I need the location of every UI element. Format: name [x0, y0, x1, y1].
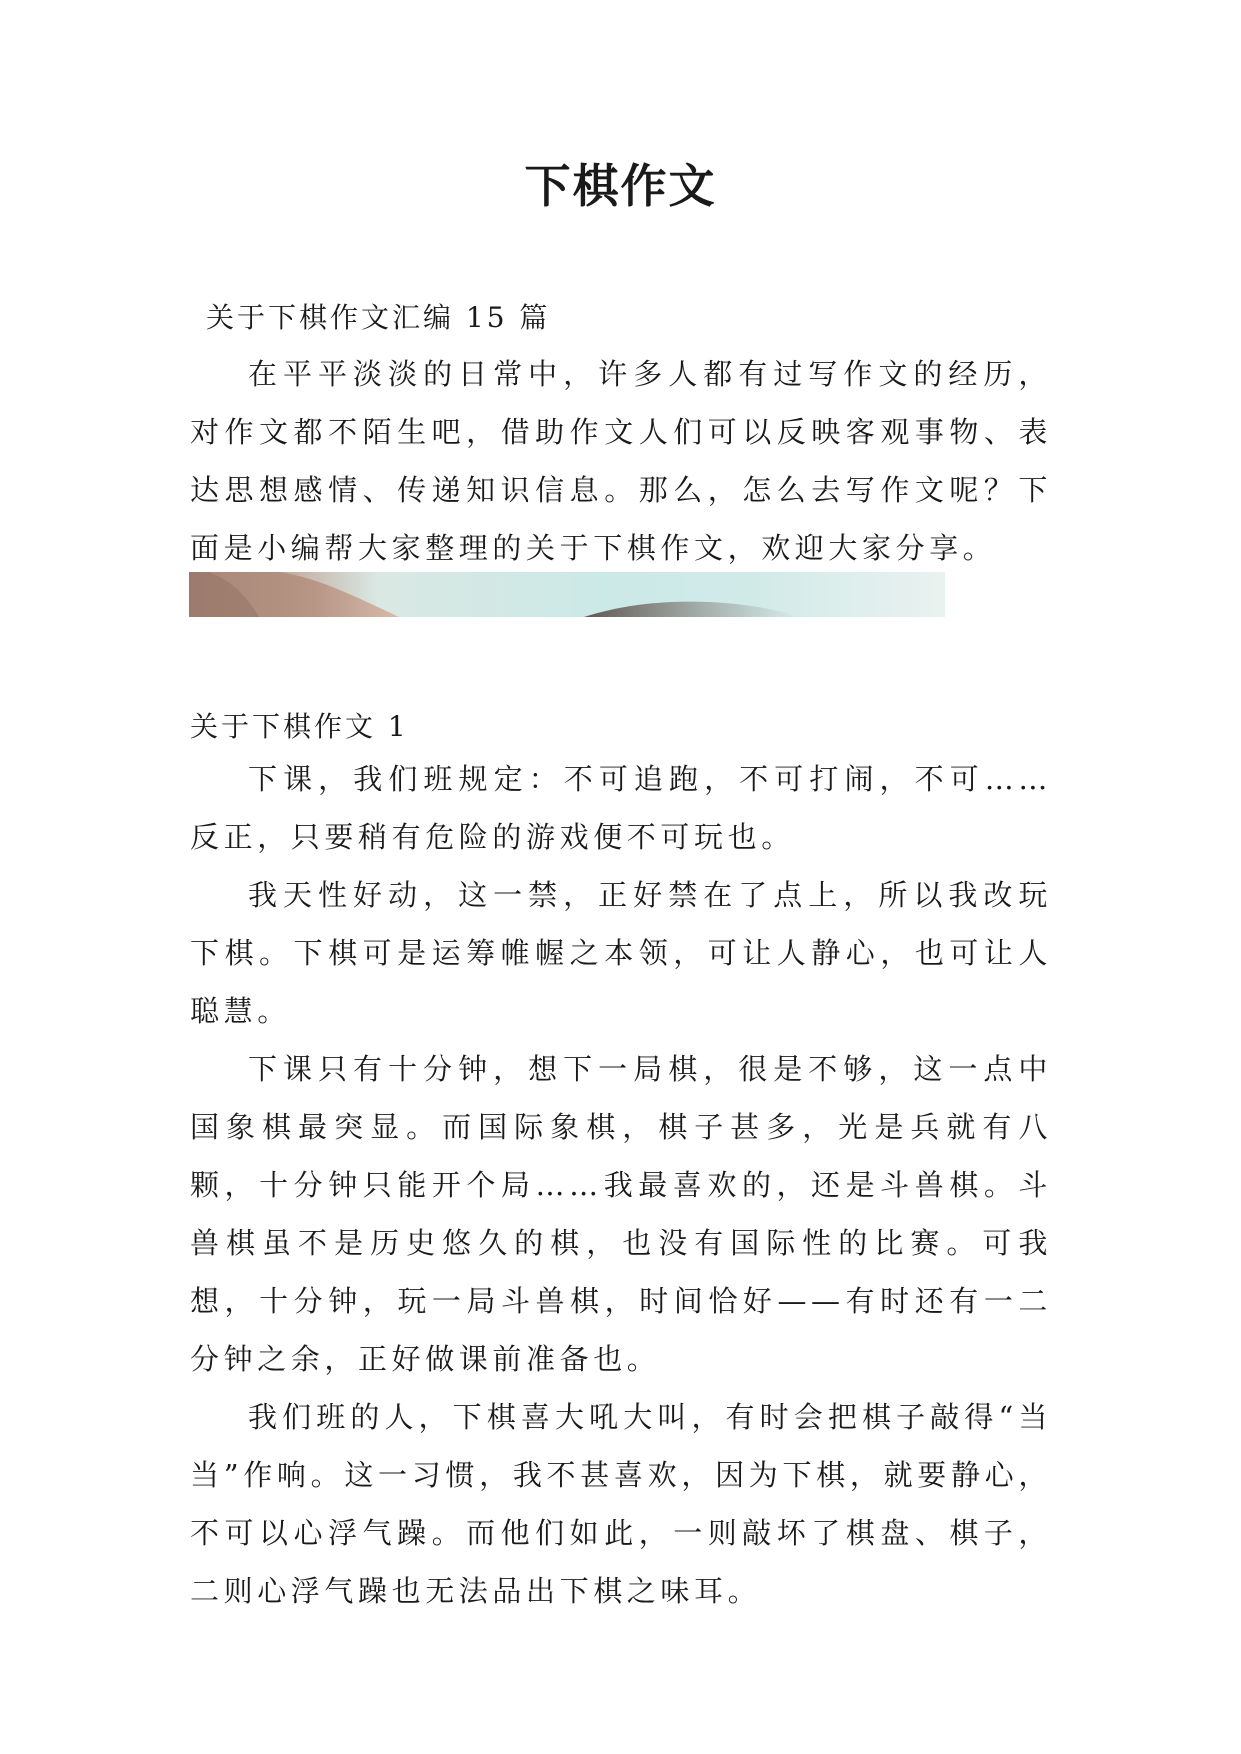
intro-block [190, 345, 1052, 577]
intro-paragraph: 在平平淡淡的日常中，许多人都有过写作文的经历，对作文都不陌生吧，借助作文人们可以反映客观事物、表达思想感情、传递知识信息。那么，怎么去写作文呢？下面是小编帮大家整理的关于下棋作文，欢迎大家分享。 [190, 357, 1052, 565]
section-heading: 关于下棋作文 1 [190, 710, 409, 743]
body-paragraph: 我们班的人，下棋喜大吼大叫，有时会把棋子敲得“当当”作响。这一习惯，我不甚喜欢，因为下棋，就要静心，不可以心浮气躁。而他们如此，一则敲坏了棋盘、棋子，二则心浮气躁也无法品出下棋之味耳。 [190, 1400, 1052, 1608]
document-title: 下棋作文 [524, 159, 717, 213]
body-paragraph: 我天性好动，这一禁，正好禁在了点上，所以我改玩下棋。下棋可是运筹帷幄之本领，可让人静心，也可让人聪慧。 [190, 878, 1052, 1028]
decorative-image-art [189, 572, 945, 617]
essay-body [190, 750, 1052, 1620]
decorative-image-strip [189, 572, 945, 617]
document-subtitle: 关于下棋作文汇编 15 篇 [206, 301, 551, 334]
body-paragraph: 下课只有十分钟，想下一局棋，很是不够，这一点中国象棋最突显。而国际象棋，棋子甚多，光是兵就有八颗，十分钟只能开个局……我最喜欢的，还是斗兽棋。斗兽棋虽不是历史悠久的棋，也没有国际性的比赛。可我想，十分钟，玩一局斗兽棋，时间恰好——有时还有一二分钟之余，正好做课前准备也。 [190, 1052, 1052, 1376]
body-paragraph: 下课，我们班规定：不可追跑，不可打闹，不可……反正，只要稍有危险的游戏便不可玩也。 [190, 762, 1052, 854]
